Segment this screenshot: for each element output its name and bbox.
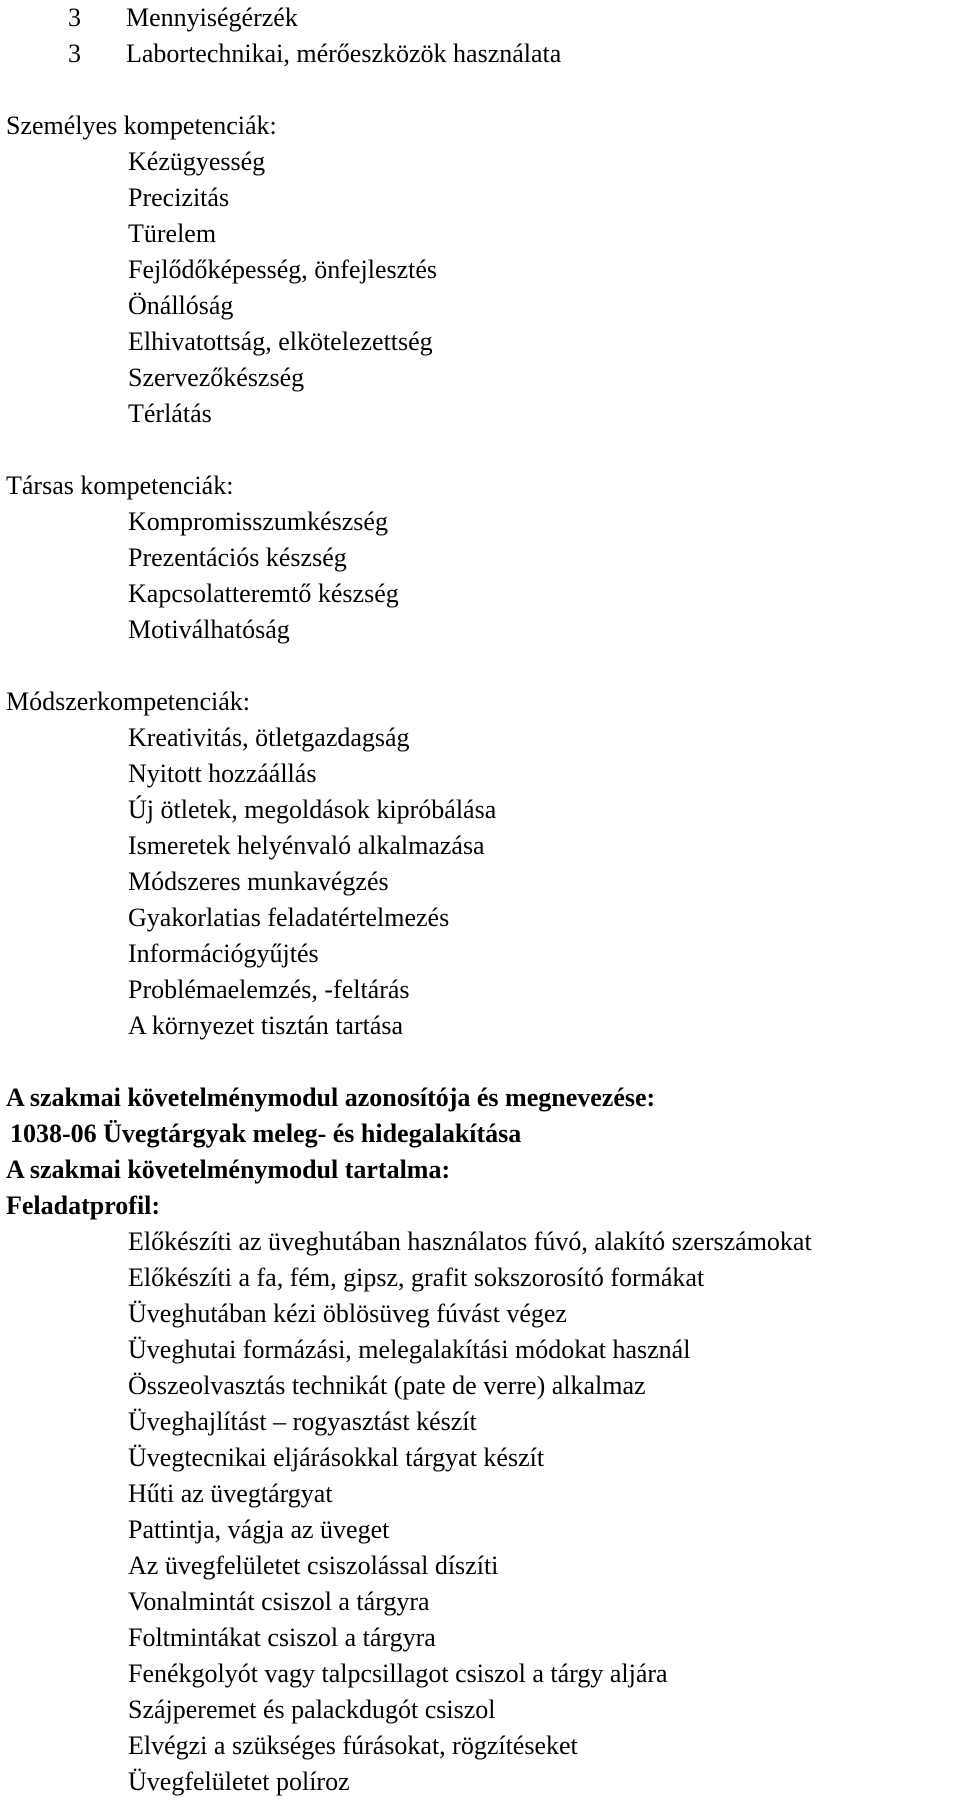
social-competencies-heading: Társas kompetenciák: [6,471,234,500]
list-item: Üveghutai formázási, melegalakítási módokat használ [128,1335,691,1364]
list-item: Precizitás [128,183,230,212]
list-item: Kézügyesség [128,147,266,176]
list-item: Elhivatottság, elkötelezettség [128,327,433,356]
list-item: Szájperemet és palackdugót csiszol [128,1695,496,1724]
module-content-heading: A szakmai követelménymodul tartalma: [6,1155,451,1184]
top-item [0,36,960,72]
list-item: Elvégzi a szükséges fúrásokat, rögzítéseket [128,1731,578,1760]
list-item: Fenékgolyót vagy talpcsillagot csiszol a tárgy aljára [128,1659,668,1688]
list-item: Üvegfelületet políroz [128,1767,350,1796]
list-item: Előkészíti a fa, fém, gipsz, grafit sokszorosító formákat [128,1263,705,1292]
list-item: Összeolvasztás technikát (pate de verre) alkalmaz [128,1371,646,1400]
list-item: Hűti az üvegtárgyat [128,1479,333,1508]
list-item: A környezet tisztán tartása [128,1011,404,1040]
list-item: Problémaelemzés, -feltárás [128,975,410,1004]
list-item: Vonalmintát csiszol a tárgyra [128,1587,430,1616]
list-item: Üveghutában kézi öblösüveg fúvást végez [128,1299,567,1328]
list-item: Fejlődőképesség, önfejlesztés [128,255,438,284]
list-item: Módszeres munkavégzés [128,867,389,896]
list-item: Türelem [128,219,217,248]
list-item: Kreativitás, ötletgazdagság [128,723,410,752]
top-item [0,0,960,36]
module-code-title: 1038-06 Üvegtárgyak meleg- és hidegalakítása [10,1119,522,1148]
list-item: Ismeretek helyénvaló alkalmazása [128,831,485,860]
list-item: Kapcsolatteremtő készség [128,579,399,608]
list-item: Térlátás [128,399,212,428]
list-item: Üveghajlítást – rogyasztást készít [128,1407,477,1436]
item-number: 3 [68,3,81,32]
method-competencies-heading: Módszerkompetenciák: [6,687,251,716]
list-item: Szervezőkészség [128,363,305,392]
item-number: 3 [68,39,81,68]
list-item: Kompromisszumkészség [128,507,388,536]
list-item: Gyakorlatias feladatértelmezés [128,903,450,932]
item-text: Labortechnikai, mérőeszközök használata [126,39,562,68]
module-id-heading: A szakmai követelménymodul azonosítója és megnevezése: [6,1083,656,1112]
task-profile-heading: Feladatprofil: [6,1191,161,1220]
list-item: Motiválhatóság [128,615,290,644]
list-item: Pattintja, vágja az üveget [128,1515,390,1544]
list-item: Foltmintákat csiszol a tárgyra [128,1623,436,1652]
list-item: Előkészíti az üveghutában használatos fúvó, alakító szerszámokat [128,1227,812,1256]
list-item: Önállóság [128,291,234,320]
list-item: Az üvegfelületet csiszolással díszíti [128,1551,499,1580]
personal-competencies-heading: Személyes kompetenciák: [6,111,277,140]
item-text: Mennyiségérzék [126,3,298,32]
list-item: Prezentációs készség [128,543,347,572]
list-item: Üvegtecnikai eljárásokkal tárgyat készít [128,1443,545,1472]
list-item: Információgyűjtés [128,939,319,968]
list-item: Új ötletek, megoldások kipróbálása [128,795,497,824]
list-item: Nyitott hozzáállás [128,759,317,788]
